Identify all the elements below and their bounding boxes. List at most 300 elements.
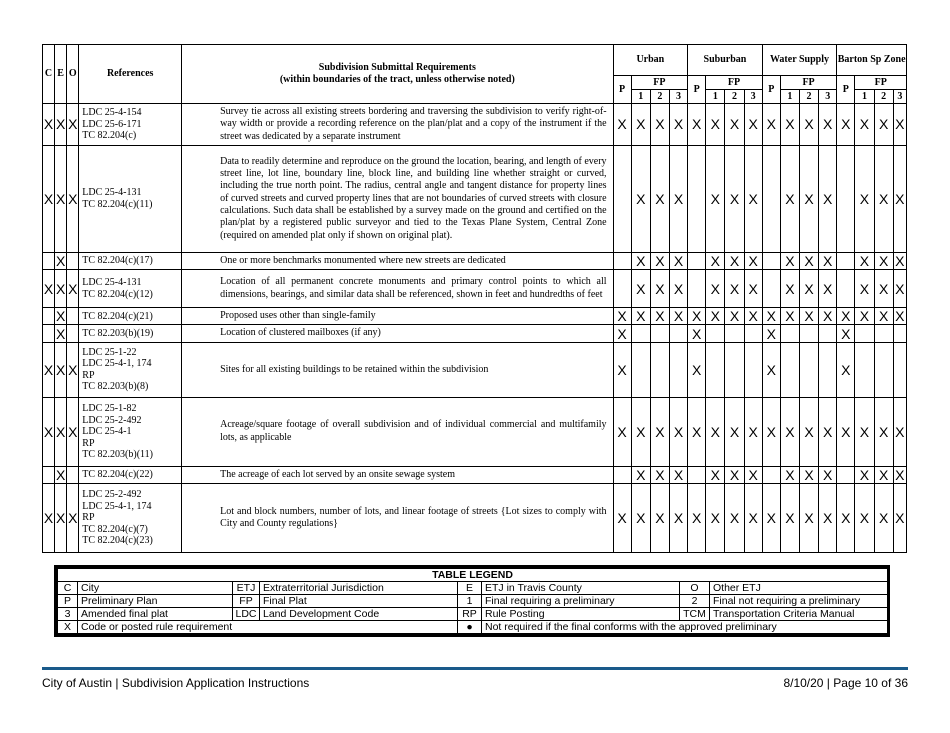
barton-fp3-mark: X bbox=[893, 270, 906, 308]
suburban-fp2-mark: X bbox=[725, 484, 744, 553]
suburban-fp3-mark: X bbox=[744, 484, 762, 553]
reference-line: LDC 25-4-1, 174 bbox=[82, 500, 152, 512]
suburban-fp-1: 1 bbox=[706, 90, 725, 104]
requirements-body bbox=[43, 104, 907, 553]
legend-text: Preliminary Plan bbox=[78, 595, 233, 608]
urban-fp3-mark: X bbox=[669, 104, 687, 146]
reference-line: RP bbox=[82, 369, 95, 381]
reference-line: LDC 25-4-1, 174 bbox=[82, 358, 152, 370]
reference-line: RP bbox=[82, 437, 95, 449]
legend-table bbox=[57, 569, 888, 634]
suburban-p-mark: X bbox=[688, 484, 706, 553]
legend-text: Amended final plat bbox=[78, 608, 233, 621]
urban-fp1-mark: X bbox=[631, 308, 650, 325]
suburban-fp2-mark: X bbox=[725, 145, 744, 252]
legend-code: E bbox=[458, 582, 482, 595]
suburban-fp1-mark: X bbox=[706, 104, 725, 146]
water-supply-fp2-mark: X bbox=[799, 270, 818, 308]
urban-fp2-mark: X bbox=[650, 308, 669, 325]
urban-p-mark: X bbox=[613, 104, 631, 146]
mark-c: X bbox=[43, 484, 55, 553]
suburban-fp1-mark bbox=[706, 325, 725, 342]
legend-text: City bbox=[78, 582, 233, 595]
legend-row bbox=[58, 608, 888, 621]
table-row bbox=[43, 270, 907, 308]
urban-p-mark: X bbox=[613, 342, 631, 397]
legend-title: TABLE LEGEND bbox=[58, 569, 888, 582]
urban-fp2-mark bbox=[650, 325, 669, 342]
reference-line: LDC 25-2-492 bbox=[82, 414, 142, 426]
reference-line: LDC 25-4-131 bbox=[82, 187, 142, 199]
suburban-fp-header: FP bbox=[706, 76, 762, 90]
mark-c: X bbox=[43, 342, 55, 397]
water-supply-p-mark: X bbox=[762, 308, 780, 325]
requirement-description: Acreage/square footage of overall subdivision and of individual commercial and multifamily lots, as applicable bbox=[182, 397, 613, 466]
barton-fp2-mark: X bbox=[874, 104, 893, 146]
requirement-description: Proposed uses other than single-family bbox=[182, 308, 613, 325]
barton-fp1-mark: X bbox=[855, 252, 874, 269]
suburban-fp2-mark: X bbox=[725, 397, 744, 466]
suburban-fp3-mark bbox=[744, 325, 762, 342]
requirements-table bbox=[42, 44, 907, 553]
water-supply-fp1-mark: X bbox=[780, 308, 799, 325]
mark-o: X bbox=[67, 397, 79, 466]
barton-fp2-mark bbox=[874, 325, 893, 342]
suburban-fp3-mark: X bbox=[744, 252, 762, 269]
reference-line: LDC 25-4-1 bbox=[82, 426, 132, 438]
legend-text: Not required if the final conforms with the approved preliminary bbox=[482, 621, 888, 634]
mark-e: X bbox=[55, 466, 66, 483]
urban-fp1-mark: X bbox=[631, 397, 650, 466]
legend-text: Extraterritorial Jurisdiction bbox=[260, 582, 458, 595]
references-cell bbox=[79, 308, 182, 325]
reference-line: LDC 25-2-492 bbox=[82, 489, 142, 501]
table-legend bbox=[54, 565, 890, 637]
water-supply-fp1-mark: X bbox=[780, 145, 799, 252]
reference-line: TC 82.204(c)(21) bbox=[82, 310, 153, 322]
legend-code: 3 bbox=[58, 608, 78, 621]
mark-c bbox=[43, 466, 55, 483]
urban-fp1-mark: X bbox=[631, 104, 650, 146]
urban-fp2-mark: X bbox=[650, 145, 669, 252]
suburban-p-mark: X bbox=[688, 325, 706, 342]
reference-line: TC 82.204(c)(11) bbox=[82, 198, 153, 210]
reference-line: TC 82.204(c)(17) bbox=[82, 255, 153, 267]
water-supply-fp3-mark: X bbox=[819, 145, 837, 252]
mark-o: X bbox=[67, 145, 79, 252]
suburban-fp3-mark: X bbox=[744, 270, 762, 308]
suburban-fp2-mark bbox=[725, 342, 744, 397]
reference-line: LDC 25-6-171 bbox=[82, 118, 142, 130]
barton-p-mark bbox=[837, 466, 855, 483]
urban-fp1-mark bbox=[631, 342, 650, 397]
table-row bbox=[43, 308, 907, 325]
suburban-fp2-mark: X bbox=[725, 104, 744, 146]
urban-fp3-mark: X bbox=[669, 397, 687, 466]
barton-fp2-mark: X bbox=[874, 484, 893, 553]
mark-o: X bbox=[67, 104, 79, 146]
water-supply-fp1-mark bbox=[780, 325, 799, 342]
suburban-fp3-mark bbox=[744, 342, 762, 397]
suburban-fp2-mark: X bbox=[725, 252, 744, 269]
mark-o: X bbox=[67, 342, 79, 397]
water-supply-p-mark: X bbox=[762, 342, 780, 397]
barton-fp-3: 3 bbox=[893, 90, 906, 104]
water-supply-fp3-mark: X bbox=[819, 104, 837, 146]
suburban-fp2-mark: X bbox=[725, 466, 744, 483]
urban-fp-2: 2 bbox=[650, 90, 669, 104]
legend-row bbox=[58, 621, 888, 634]
urban-p-mark: X bbox=[613, 484, 631, 553]
references-cell bbox=[79, 325, 182, 342]
water-supply-fp2-mark bbox=[799, 325, 818, 342]
barton-fp1-mark: X bbox=[855, 308, 874, 325]
water-supply-p-mark: X bbox=[762, 104, 780, 146]
suburban-p-mark: X bbox=[688, 104, 706, 146]
barton-p-mark: X bbox=[837, 308, 855, 325]
barton-fp2-mark: X bbox=[874, 466, 893, 483]
reference-line: TC 82.203(b)(8) bbox=[82, 381, 149, 393]
barton-fp3-mark: X bbox=[893, 397, 906, 466]
suburban-p-mark bbox=[688, 252, 706, 269]
urban-fp1-mark: X bbox=[631, 145, 650, 252]
water-supply-fp2-mark: X bbox=[799, 145, 818, 252]
barton-p-header: P bbox=[837, 76, 855, 104]
table-row bbox=[43, 325, 907, 342]
reference-line: TC 82.204(c)(22) bbox=[82, 469, 153, 481]
urban-fp3-mark: X bbox=[669, 145, 687, 252]
col-header-o: O bbox=[67, 45, 79, 104]
requirements-title: Subdivision Submittal Requirements bbox=[318, 62, 476, 73]
urban-p-mark: X bbox=[613, 308, 631, 325]
barton-fp1-mark: X bbox=[855, 397, 874, 466]
mark-o bbox=[67, 466, 79, 483]
suburban-fp2-mark: X bbox=[725, 308, 744, 325]
suburban-p-mark: X bbox=[688, 308, 706, 325]
suburban-fp-2: 2 bbox=[725, 90, 744, 104]
footer-right: 8/10/20 | Page 10 of 36 bbox=[783, 676, 908, 690]
legend-text: Final requiring a preliminary bbox=[482, 595, 680, 608]
mark-o bbox=[67, 325, 79, 342]
legend-code: C bbox=[58, 582, 78, 595]
water-supply-fp3-mark: X bbox=[819, 270, 837, 308]
urban-p-header: P bbox=[613, 76, 631, 104]
requirement-description: One or more benchmarks monumented where new streets are dedicated bbox=[182, 252, 613, 269]
urban-fp1-mark: X bbox=[631, 252, 650, 269]
references-cell bbox=[79, 145, 182, 252]
barton-fp1-mark: X bbox=[855, 484, 874, 553]
barton-fp3-mark: X bbox=[893, 484, 906, 553]
water-supply-fp2-mark: X bbox=[799, 308, 818, 325]
water-supply-fp2-mark: X bbox=[799, 252, 818, 269]
col-header-e: E bbox=[55, 45, 67, 104]
suburban-fp3-mark: X bbox=[744, 397, 762, 466]
mark-e: X bbox=[55, 253, 66, 270]
water-supply-fp-header: FP bbox=[780, 76, 836, 90]
legend-text: ETJ in Travis County bbox=[482, 582, 680, 595]
barton-p-mark: X bbox=[837, 397, 855, 466]
suburban-fp2-mark: X bbox=[725, 270, 744, 308]
mark-e: X bbox=[55, 145, 67, 252]
mark-e: X bbox=[55, 325, 66, 342]
reference-line: LDC 25-1-22 bbox=[82, 346, 137, 358]
requirement-description: Location of all permanent concrete monuments and primary control points to which all dimensions, bearings, and similar data shall be referenced, shown in feet and hundredths of feet bbox=[182, 270, 613, 308]
urban-fp2-mark: X bbox=[650, 397, 669, 466]
water-supply-fp2-mark: X bbox=[799, 484, 818, 553]
legend-code: TCM bbox=[680, 608, 710, 621]
urban-fp2-mark: X bbox=[650, 270, 669, 308]
legend-code: RP bbox=[458, 608, 482, 621]
requirements-subtitle: (within boundaries of the tract, unless otherwise noted) bbox=[279, 74, 515, 85]
urban-fp1-mark bbox=[631, 325, 650, 342]
suburban-fp1-mark: X bbox=[706, 397, 725, 466]
suburban-fp1-mark: X bbox=[706, 308, 725, 325]
legend-text: Other ETJ bbox=[710, 582, 888, 595]
legend-code: FP bbox=[233, 595, 260, 608]
legend-text: Land Development Code bbox=[260, 608, 458, 621]
reference-line: TC 82.204(c) bbox=[82, 130, 137, 142]
mark-e: X bbox=[55, 270, 67, 308]
barton-fp2-mark: X bbox=[874, 145, 893, 252]
requirement-description: The acreage of each lot served by an onsite sewage system bbox=[182, 466, 613, 483]
water-supply-fp3-mark bbox=[819, 325, 837, 342]
urban-fp3-mark bbox=[669, 342, 687, 397]
legend-body bbox=[58, 569, 888, 634]
barton-fp2-mark: X bbox=[874, 252, 893, 269]
suburban-fp1-mark: X bbox=[706, 466, 725, 483]
requirement-description: Lot and block numbers, number of lots, and linear footage of streets {Lot sizes to comply with City and County regulations} bbox=[182, 484, 613, 553]
urban-fp1-mark: X bbox=[631, 466, 650, 483]
water-supply-p-header: P bbox=[762, 76, 780, 104]
suburban-fp3-mark: X bbox=[744, 308, 762, 325]
suburban-p-mark bbox=[688, 270, 706, 308]
mark-o: X bbox=[67, 270, 79, 308]
suburban-p-mark bbox=[688, 466, 706, 483]
water-supply-fp2-mark bbox=[799, 342, 818, 397]
water-supply-fp1-mark: X bbox=[780, 270, 799, 308]
urban-fp2-mark: X bbox=[650, 466, 669, 483]
barton-fp1-mark: X bbox=[855, 145, 874, 252]
suburban-p-mark: X bbox=[688, 397, 706, 466]
requirement-description: Location of clustered mailboxes (if any) bbox=[182, 325, 613, 342]
legend-code: ETJ bbox=[233, 582, 260, 595]
barton-fp3-mark bbox=[893, 325, 906, 342]
legend-code: O bbox=[680, 582, 710, 595]
footer-divider bbox=[42, 667, 908, 670]
references-cell bbox=[79, 397, 182, 466]
barton-fp3-mark: X bbox=[893, 145, 906, 252]
urban-p-mark: X bbox=[613, 397, 631, 466]
urban-fp3-mark bbox=[669, 325, 687, 342]
suburban-fp1-mark: X bbox=[706, 252, 725, 269]
barton-fp3-mark: X bbox=[895, 253, 905, 270]
suburban-fp-3: 3 bbox=[744, 90, 762, 104]
water-supply-fp1-mark: X bbox=[780, 466, 799, 483]
requirement-description: Survey tie across all existing streets bordering and traversing the subdivision to verify right-of-way width or provide a recording reference on the plan/plat and a copy of the instrument if the street was dedicated by a separate instrument bbox=[182, 104, 613, 146]
water-supply-fp2-mark: X bbox=[799, 466, 818, 483]
group-header-water-supply: Water Supply bbox=[762, 45, 837, 76]
mark-o bbox=[67, 308, 79, 325]
water-supply-fp3-mark: X bbox=[819, 252, 837, 269]
urban-fp-3: 3 bbox=[669, 90, 687, 104]
water-supply-p-mark: X bbox=[762, 325, 780, 342]
group-header-barton-sp-zone: Barton Sp Zone bbox=[837, 45, 907, 76]
group-header-suburban: Suburban bbox=[688, 45, 763, 76]
reference-line: TC 82.203(b)(19) bbox=[82, 327, 154, 339]
mark-c: X bbox=[43, 397, 55, 466]
legend-code: P bbox=[58, 595, 78, 608]
barton-fp-2: 2 bbox=[874, 90, 893, 104]
suburban-p-mark: X bbox=[688, 342, 706, 397]
table-row bbox=[43, 466, 907, 483]
water-supply-fp3-mark bbox=[819, 342, 837, 397]
barton-fp3-mark: X bbox=[895, 308, 905, 325]
barton-p-mark: X bbox=[837, 104, 855, 146]
urban-p-mark bbox=[613, 270, 631, 308]
water-supply-p-mark bbox=[762, 466, 780, 483]
suburban-p-header: P bbox=[688, 76, 706, 104]
water-supply-p-mark bbox=[762, 270, 780, 308]
water-supply-fp1-mark bbox=[780, 342, 799, 397]
barton-fp3-mark: X bbox=[895, 466, 905, 483]
water-supply-fp1-mark: X bbox=[780, 397, 799, 466]
barton-fp2-mark: X bbox=[874, 397, 893, 466]
legend-text: Final Plat bbox=[260, 595, 458, 608]
water-supply-fp1-mark: X bbox=[780, 104, 799, 146]
water-supply-p-mark: X bbox=[762, 484, 780, 553]
reference-line: TC 82.203(b)(11) bbox=[82, 449, 154, 461]
reference-line: RP bbox=[82, 512, 95, 524]
barton-fp1-mark: X bbox=[855, 466, 874, 483]
urban-p-mark bbox=[613, 145, 631, 252]
water-supply-fp-3: 3 bbox=[819, 90, 837, 104]
barton-p-mark bbox=[837, 270, 855, 308]
suburban-fp3-mark: X bbox=[744, 104, 762, 146]
barton-p-mark: X bbox=[837, 325, 855, 342]
legend-code: LDC bbox=[233, 608, 260, 621]
water-supply-p-mark: X bbox=[762, 397, 780, 466]
reference-line: TC 82.204(c)(23) bbox=[82, 535, 153, 547]
references-cell bbox=[79, 484, 182, 553]
suburban-p-mark bbox=[688, 145, 706, 252]
mark-c bbox=[43, 308, 55, 325]
water-supply-fp3-mark: X bbox=[819, 397, 837, 466]
water-supply-fp-1: 1 bbox=[780, 90, 799, 104]
mark-o bbox=[67, 252, 79, 269]
reference-line: TC 82.204(c)(7) bbox=[82, 523, 148, 535]
water-supply-fp3-mark: X bbox=[819, 308, 837, 325]
urban-fp2-mark: X bbox=[650, 104, 669, 146]
barton-fp3-mark bbox=[893, 342, 906, 397]
reference-line: LDC 25-1-82 bbox=[82, 403, 137, 415]
water-supply-p-mark bbox=[762, 145, 780, 252]
suburban-fp3-mark: X bbox=[744, 145, 762, 252]
mark-c: X bbox=[43, 270, 55, 308]
urban-fp3-mark: X bbox=[669, 308, 687, 325]
urban-fp2-mark: X bbox=[650, 252, 669, 269]
barton-fp1-mark: X bbox=[855, 270, 874, 308]
barton-p-mark bbox=[837, 252, 855, 269]
urban-fp1-mark: X bbox=[631, 270, 650, 308]
mark-c: X bbox=[43, 104, 55, 146]
table-row bbox=[43, 342, 907, 397]
mark-o: X bbox=[67, 484, 79, 553]
reference-line: LDC 25-4-131 bbox=[82, 277, 142, 289]
mark-c bbox=[43, 325, 55, 342]
suburban-fp1-mark: X bbox=[706, 484, 725, 553]
legend-row bbox=[58, 582, 888, 595]
urban-fp2-mark bbox=[650, 342, 669, 397]
barton-fp1-mark bbox=[855, 325, 874, 342]
legend-row bbox=[58, 595, 888, 608]
table-row bbox=[43, 145, 907, 252]
water-supply-fp-2: 2 bbox=[799, 90, 818, 104]
suburban-fp3-mark: X bbox=[744, 466, 762, 483]
references-cell bbox=[79, 104, 182, 146]
barton-p-mark: X bbox=[837, 484, 855, 553]
reference-line: TC 82.204(c)(12) bbox=[82, 288, 153, 300]
mark-e: X bbox=[55, 397, 67, 466]
barton-p-mark bbox=[837, 145, 855, 252]
urban-fp2-mark: X bbox=[650, 484, 669, 553]
urban-fp3-mark: X bbox=[669, 270, 687, 308]
references-cell bbox=[79, 466, 182, 483]
water-supply-fp2-mark: X bbox=[799, 104, 818, 146]
legend-code: 2 bbox=[680, 595, 710, 608]
barton-fp2-mark bbox=[874, 342, 893, 397]
urban-p-mark: X bbox=[613, 325, 631, 342]
table-row bbox=[43, 484, 907, 553]
suburban-fp1-mark: X bbox=[706, 270, 725, 308]
urban-fp1-mark: X bbox=[631, 484, 650, 553]
requirement-description: Data to readily determine and reproduce on the ground the location, bearing, and length of every street line, lot line, boundary line, block line, and building line whether straight or curved, including the true north point. The radius, central angle and tangent distance for property lines of curved streets and curved property lines that are not boundaries of curved streets with closure calculations. Such data shall be established by a survey made on the ground and certified on the plan/plat by a registered public surveyor and tied to the Texas Plane System, Central Zone (required on amended plat only if shown on original plat). bbox=[182, 145, 613, 252]
suburban-fp1-mark: X bbox=[706, 145, 725, 252]
mark-c bbox=[43, 252, 55, 269]
table-row bbox=[43, 104, 907, 146]
group-header-urban: Urban bbox=[613, 45, 688, 76]
barton-fp1-mark: X bbox=[855, 104, 874, 146]
suburban-fp1-mark bbox=[706, 342, 725, 397]
footer-left: City of Austin | Subdivision Application Instructions bbox=[42, 676, 310, 690]
references-cell bbox=[79, 342, 182, 397]
water-supply-fp1-mark: X bbox=[780, 484, 799, 553]
barton-fp2-mark: X bbox=[874, 270, 893, 308]
legend-text: Transportation Criteria Manual bbox=[710, 608, 888, 621]
barton-fp-header: FP bbox=[855, 76, 907, 90]
urban-p-mark bbox=[613, 466, 631, 483]
mark-e: X bbox=[55, 104, 67, 146]
legend-code: 1 bbox=[458, 595, 482, 608]
barton-p-mark: X bbox=[837, 342, 855, 397]
reference-line: LDC 25-4-154 bbox=[82, 107, 142, 119]
water-supply-p-mark bbox=[762, 252, 780, 269]
urban-fp3-mark: X bbox=[669, 252, 687, 269]
barton-fp3-mark: X bbox=[893, 104, 906, 146]
table-row bbox=[43, 252, 907, 269]
water-supply-fp3-mark: X bbox=[819, 484, 837, 553]
barton-fp1-mark bbox=[855, 342, 874, 397]
table-row bbox=[43, 397, 907, 466]
barton-fp2-mark: X bbox=[874, 308, 893, 325]
barton-fp-1: 1 bbox=[855, 90, 874, 104]
col-header-requirements bbox=[182, 45, 613, 104]
water-supply-fp1-mark: X bbox=[780, 252, 799, 269]
water-supply-fp2-mark: X bbox=[799, 397, 818, 466]
legend-text: Code or posted rule requirement bbox=[78, 621, 458, 634]
col-header-c: C bbox=[43, 45, 55, 104]
legend-text: Rule Posting bbox=[482, 608, 680, 621]
legend-text: Final not requiring a preliminary bbox=[710, 595, 888, 608]
